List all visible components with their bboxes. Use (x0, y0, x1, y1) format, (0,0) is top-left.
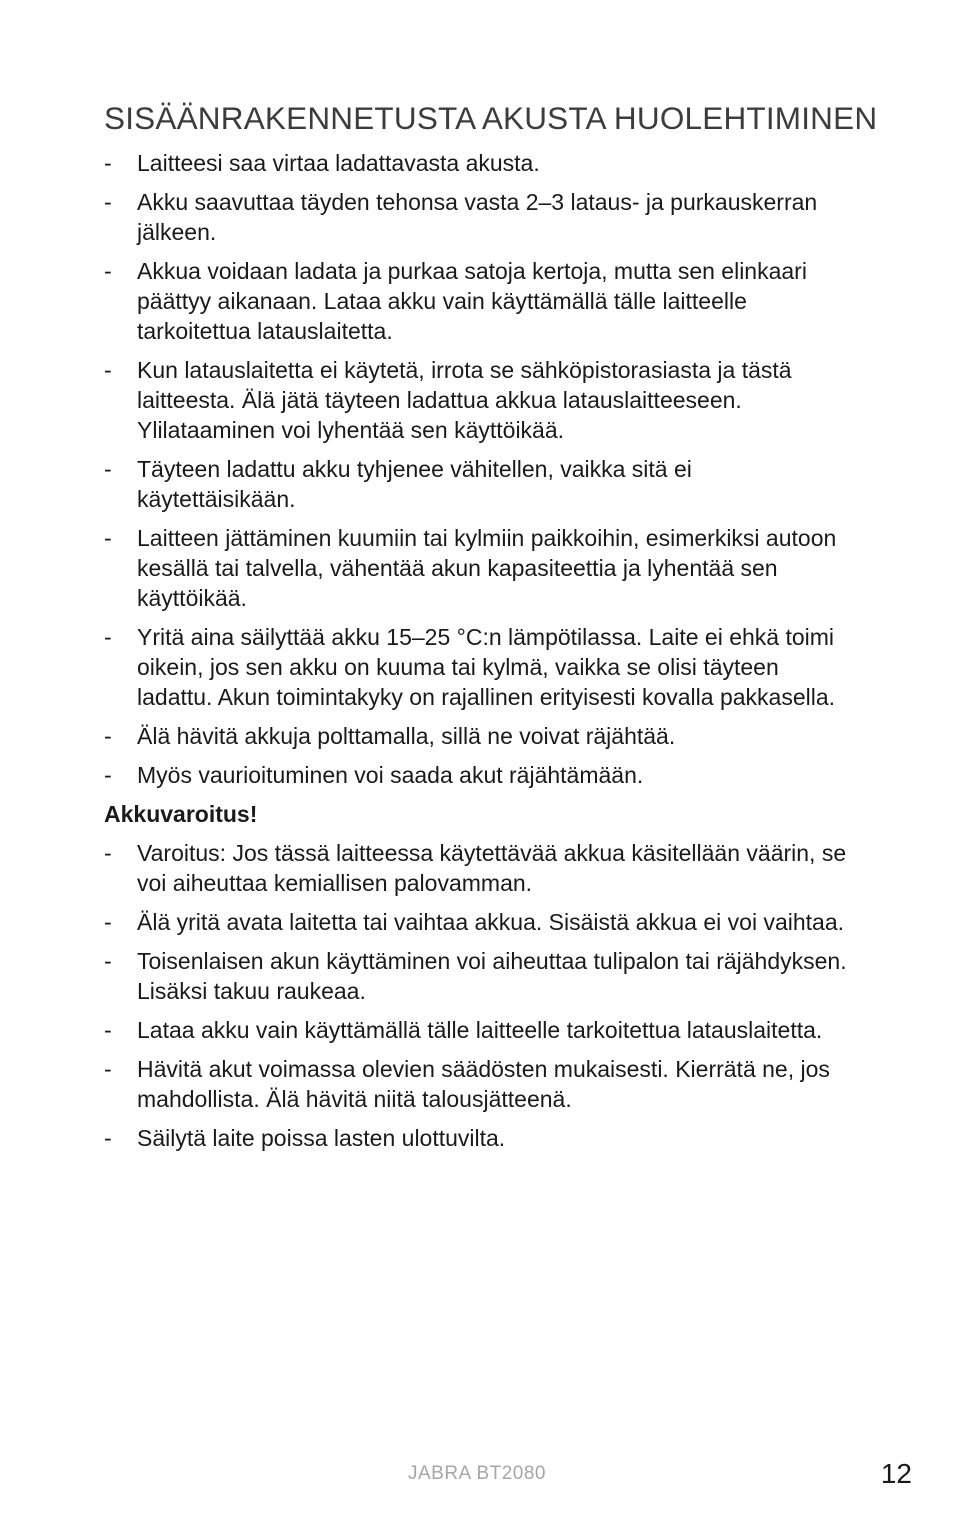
list-item-text: Laitteen jättäminen kuumiin tai kylmiin paikkoihin, esimerkiksi autoon kesällä tai talvella, vähentää akun kapasiteettia ja lyhentää sen käyttöikää. (137, 524, 837, 611)
list-item (104, 148, 854, 178)
list-item (104, 1123, 854, 1153)
list-item-text: Toisenlaisen akun käyttäminen voi aiheuttaa tulipalon tai räjähdyksen. Lisäksi takuu raukeaa. (137, 947, 847, 1004)
bullet-dash: - (104, 257, 112, 284)
list-item (104, 1015, 854, 1045)
list-item (104, 721, 854, 751)
page-content (104, 100, 878, 1162)
list-item (104, 907, 854, 937)
list-item (104, 760, 854, 790)
bullet-dash: - (104, 455, 112, 482)
bullet-dash: - (104, 908, 112, 935)
bullet-dash: - (104, 1124, 112, 1151)
list-item-text: Yritä aina säilyttää akku 15–25 °C:n lämpötilassa. Laite ei ehkä toimi oikein, jos sen akku on kuuma tai kylmä, vaikka se olisi täyteen ladattu. Akun toimintakyky on rajallinen erityisesti kovalla pakkasella. (137, 623, 836, 710)
list-item-text: Laitteesi saa virtaa ladattavasta akusta. (137, 149, 540, 176)
bullet-dash: - (104, 1016, 112, 1043)
bullet-dash: - (104, 524, 112, 551)
list-item-text: Älä yritä avata laitetta tai vaihtaa akkua. Sisäistä akkua ei voi vaihtaa. (137, 908, 845, 935)
list-item-text: Älä hävitä akkuja polttamalla, sillä ne voivat räjähtää. (137, 722, 676, 749)
list-item (104, 622, 854, 712)
bullet-dash: - (104, 356, 112, 383)
footer-product-name: JABRA BT2080 (407, 1463, 547, 1484)
list-item (104, 523, 854, 613)
page-number: 12 (880, 1458, 912, 1489)
list-item-text: Akku saavuttaa täyden tehonsa vasta 2–3 lataus- ja purkauskerran jälkeen. (137, 188, 818, 245)
list-item (104, 1054, 854, 1114)
bullet-dash: - (104, 722, 112, 749)
list-item-text: Varoitus: Jos tässä laitteessa käytettävää akkua käsitellään väärin, se voi aiheuttaa kemiallisen palovamman. (137, 839, 847, 896)
list-item-text: Täyteen ladattu akku tyhjenee vähitellen, vaikka sitä ei käytettäisikään. (137, 455, 692, 512)
list-item-text: Lataa akku vain käyttämällä tälle laitteelle tarkoitettua latauslaitetta. (137, 1016, 823, 1043)
list-item-text: Säilytä laite poissa lasten ulottuvilta. (137, 1124, 506, 1151)
battery-care-list (104, 148, 854, 790)
bullet-dash: - (104, 947, 112, 974)
list-item-text: Myös vaurioituminen voi saada akut räjähtämään. (137, 761, 644, 788)
section-title: SISÄÄNRAKENNETUSTA AKUSTA HUOLEHTIMINEN (104, 100, 878, 136)
list-item-text: Akkua voidaan ladata ja purkaa satoja kertoja, mutta sen elinkaari päättyy aikanaan. Lataa akku vain käyttämällä tälle laitteelle tarkoitettua latauslaitetta. (137, 257, 807, 344)
list-item (104, 187, 854, 247)
bullet-dash: - (104, 761, 112, 788)
battery-warning-list (104, 838, 854, 1153)
bullet-dash: - (104, 188, 112, 215)
list-item (104, 454, 854, 514)
bullet-dash: - (104, 839, 112, 866)
bullet-dash: - (104, 149, 112, 176)
list-item (104, 946, 854, 1006)
bullet-dash: - (104, 1055, 112, 1082)
battery-warning-heading: Akkuvaroitus! (104, 800, 258, 827)
list-item (104, 256, 854, 346)
list-item (104, 838, 854, 898)
list-item (104, 355, 854, 445)
list-item-text: Hävitä akut voimassa olevien säädösten mukaisesti. Kierrätä ne, jos mahdollista. Älä hävitä niitä talousjätteenä. (137, 1055, 830, 1112)
bullet-dash: - (104, 623, 112, 650)
list-item-text: Kun latauslaitetta ei käytetä, irrota se sähköpistorasiasta ja tästä laitteesta. Älä jätä täyteen ladattua akkua latauslaitteeseen. Ylilataaminen voi lyhentää sen käyttöikää. (137, 356, 792, 443)
